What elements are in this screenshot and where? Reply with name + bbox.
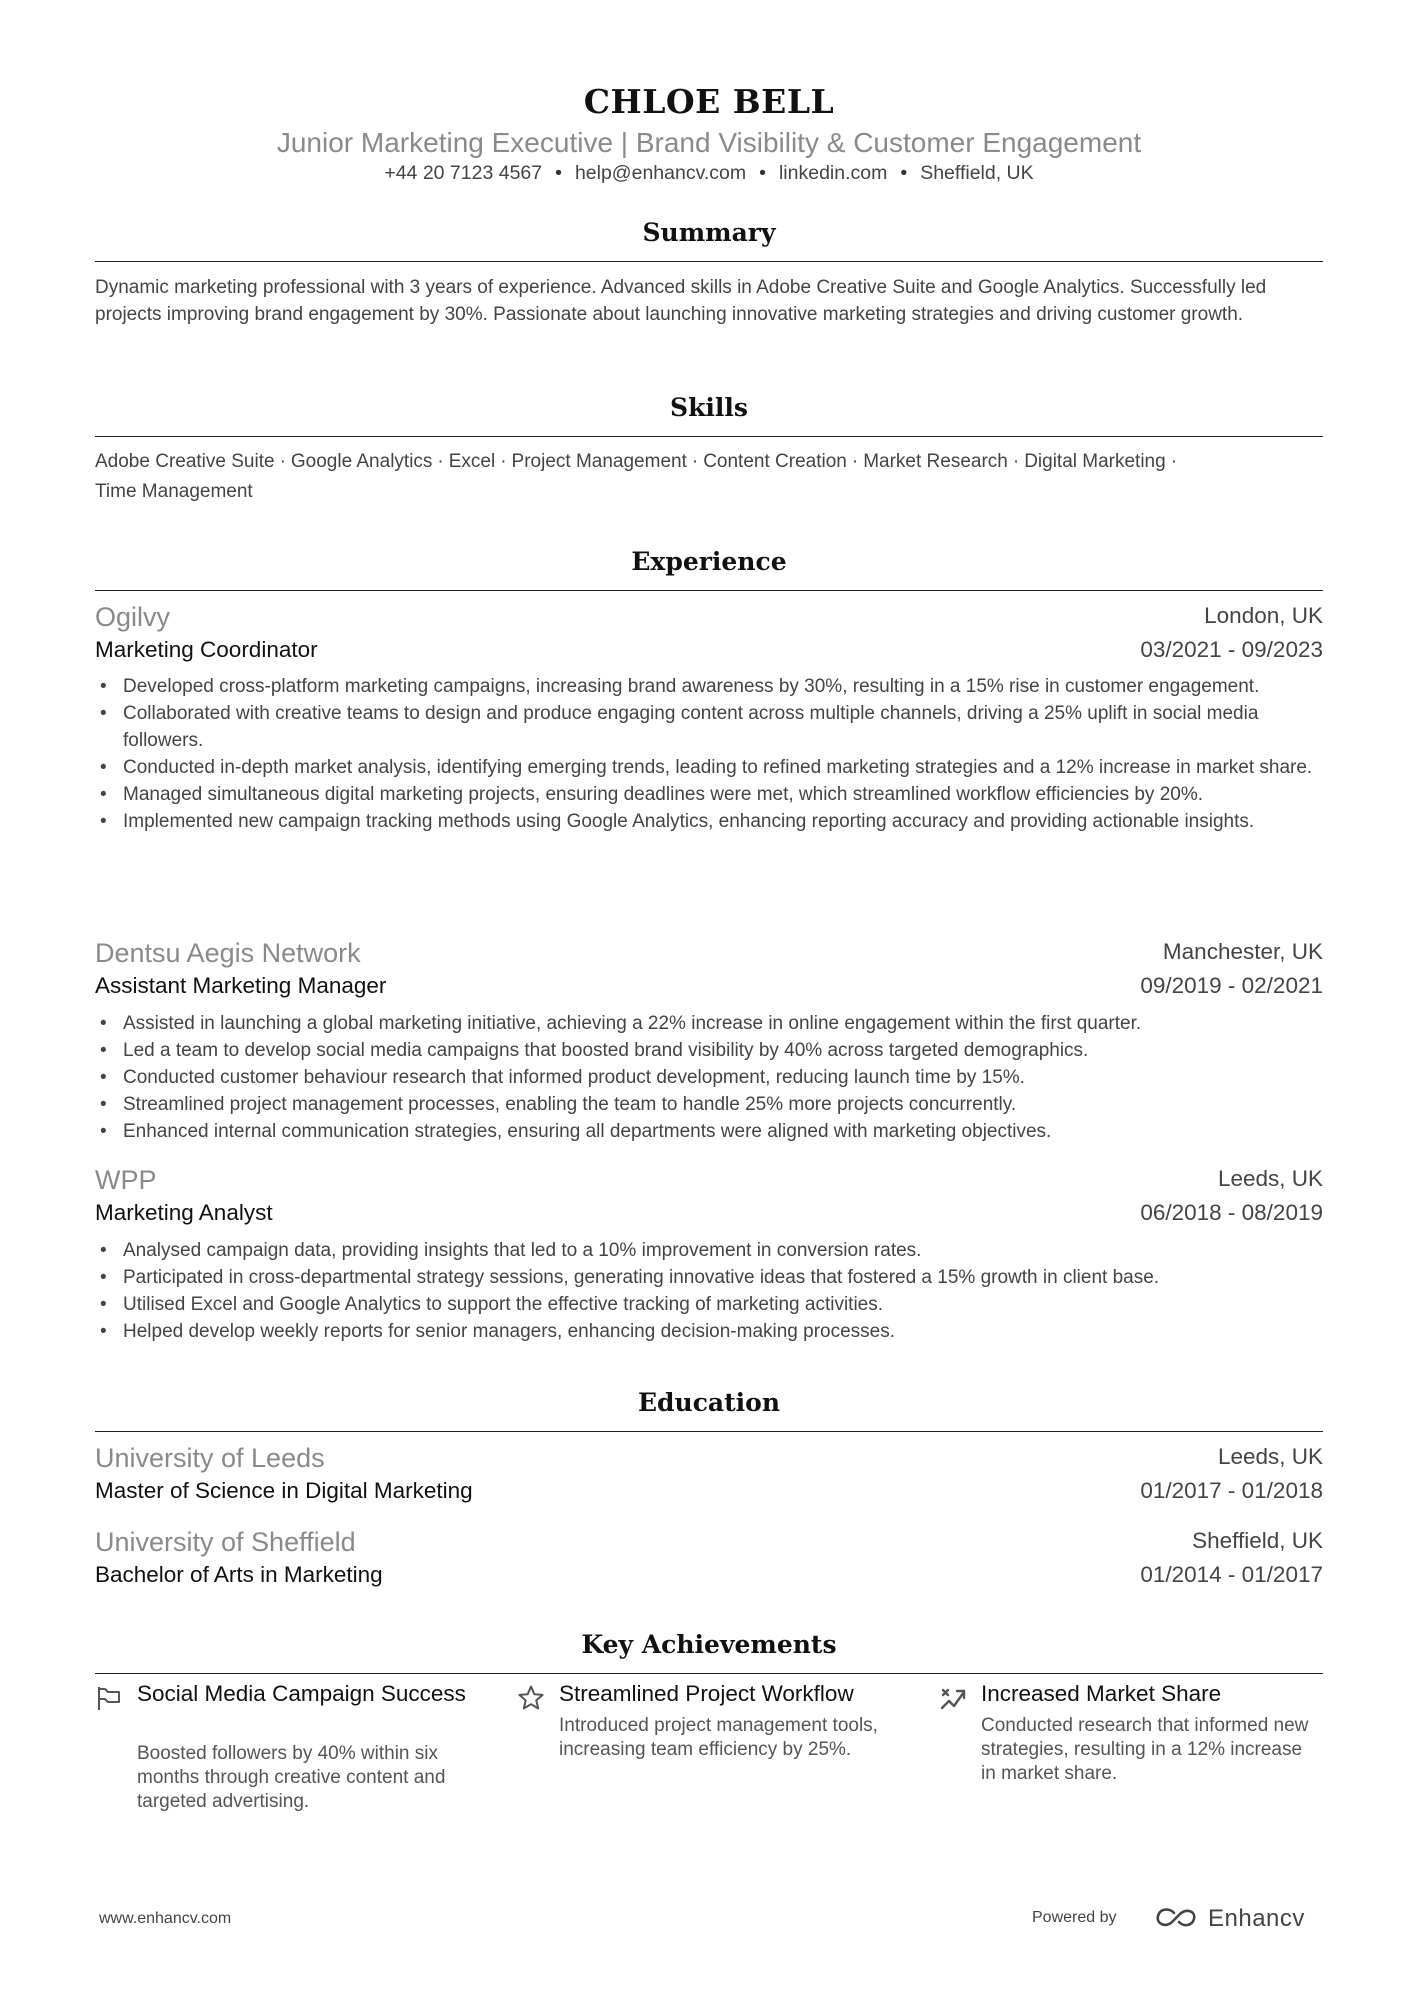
job-bullet: • Conducted customer behaviour research that informed product development, reducing launch time by 15%. xyxy=(95,1064,1323,1091)
summary-title: Summary xyxy=(642,218,776,247)
job-bullets xyxy=(95,1010,1323,1145)
job-bullet: • Assisted in launching a global marketing initiative, achieving a 22% increase in online engagement within the first quarter. xyxy=(95,1010,1323,1037)
school-location: Sheffield, UK xyxy=(1192,1528,1323,1553)
powered-by-label: Powered by xyxy=(1032,1909,1117,1926)
job-dates: 06/2018 - 08/2019 xyxy=(1140,1200,1323,1225)
education-title: Education xyxy=(637,1388,781,1417)
job-role: Marketing Analyst xyxy=(95,1200,273,1225)
section-divider xyxy=(95,261,1323,262)
achievement-desc: Introduced project management tools, increasing team efficiency by 25%. xyxy=(559,1715,878,1760)
education-header xyxy=(95,1527,1323,1559)
job-bullet: • Conducted in-depth market analysis, identifying emerging trends, leading to refined marketing strategies and a 12% increase in market share. xyxy=(95,754,1323,781)
trend-icon xyxy=(939,1684,967,1712)
job-role: Assistant Marketing Manager xyxy=(95,973,387,998)
job-bullet: • Developed cross-platform marketing campaigns, increasing brand awareness by 30%, resulting in a 15% rise in customer engagement. xyxy=(95,673,1323,700)
skill-separator: · xyxy=(500,451,507,472)
job-location: Leeds, UK xyxy=(1217,1166,1323,1191)
skills-list xyxy=(95,447,1323,507)
experience-title: Experience xyxy=(631,547,787,576)
skill-separator: · xyxy=(851,451,859,472)
degree-name: Bachelor of Arts in Marketing xyxy=(95,1562,383,1587)
skill-separator: · xyxy=(1012,451,1020,472)
skill-item: Market Research xyxy=(863,451,1008,472)
section-divider xyxy=(95,590,1323,591)
school-location: Leeds, UK xyxy=(1217,1444,1323,1469)
job-subheader xyxy=(95,1200,1323,1232)
job-subheader xyxy=(95,637,1323,669)
education-dates: 01/2017 - 01/2018 xyxy=(1140,1478,1323,1503)
bullet-separator: • xyxy=(759,162,766,184)
skill-item: Excel xyxy=(448,451,496,472)
company-name: WPP xyxy=(95,1165,157,1195)
skill-item: Time Management xyxy=(95,481,253,502)
job-bullet: • Collaborated with creative teams to design and produce engaging content across multiple channels, driving a 25% uplift in social media followers. xyxy=(95,700,1323,754)
section-divider xyxy=(95,1431,1323,1432)
skill-separator: · xyxy=(437,451,444,472)
job-bullet: • Streamlined project management processes, enabling the team to handle 25% more projects concurrently. xyxy=(95,1091,1323,1118)
star-icon xyxy=(517,1684,545,1712)
achievements-title: Key Achievements xyxy=(581,1630,837,1659)
skill-separator: · xyxy=(1170,451,1178,472)
contact-location: Sheffield, UK xyxy=(920,162,1034,184)
company-name: Ogilvy xyxy=(95,602,171,632)
flag-icon xyxy=(95,1684,123,1712)
education-subheader xyxy=(95,1478,1323,1510)
job-bullet: • Implemented new campaign tracking methods using Google Analytics, enhancing reporting accuracy and providing actionable insights. xyxy=(95,808,1323,835)
contact-linkedin[interactable]: linkedin.com xyxy=(778,162,888,184)
company-name: Dentsu Aegis Network xyxy=(95,938,361,968)
bullet-separator: • xyxy=(555,162,562,184)
skill-item: Content Creation xyxy=(703,451,847,472)
job-bullet: • Enhanced internal communication strategies, ensuring all departments were aligned with marketing objectives. xyxy=(95,1118,1323,1145)
enhancv-logo-icon xyxy=(1152,1904,1200,1932)
candidate-tagline: Junior Marketing Executive | Brand Visibility & Customer Engagement xyxy=(276,127,1142,158)
education-subheader xyxy=(95,1562,1323,1594)
school-name: University of Leeds xyxy=(95,1443,325,1473)
skill-separator: · xyxy=(691,451,699,472)
job-bullet: • Helped develop weekly reports for senior managers, enhancing decision-making processes. xyxy=(95,1318,1323,1345)
education-header xyxy=(95,1443,1323,1475)
brand-name: Enhancv xyxy=(1208,1905,1305,1932)
bullet-separator: • xyxy=(900,162,908,184)
job-header xyxy=(95,938,1323,970)
achievement-desc: Boosted followers by 40% within six months through creative content and targeted advertising. xyxy=(137,1743,446,1812)
skill-item: Digital Marketing xyxy=(1024,451,1166,472)
skill-separator: · xyxy=(279,451,286,472)
skills-title: Skills xyxy=(670,393,748,422)
job-bullet: • Participated in cross-departmental strategy sessions, generating innovative ideas that fostered a 15% growth in client base. xyxy=(95,1264,1323,1291)
job-location: London, UK xyxy=(1204,603,1323,628)
achievement-title: Social Media Campaign Success xyxy=(137,1681,466,1706)
job-bullets xyxy=(95,1237,1323,1345)
contact-email[interactable]: help@enhancv.com xyxy=(574,162,747,184)
skill-item: Adobe Creative Suite xyxy=(95,451,275,472)
footer-website[interactable]: www.enhancv.com xyxy=(99,1910,232,1927)
contact-phone[interactable]: +44 20 7123 4567 xyxy=(384,162,543,184)
contact-line xyxy=(95,162,1323,185)
skill-item: Project Management xyxy=(511,451,687,472)
job-header xyxy=(95,602,1323,634)
achievement-desc: Conducted research that informed new strategies, resulting in a 12% increase in market share. xyxy=(981,1715,1309,1784)
section-divider xyxy=(95,436,1323,437)
job-header xyxy=(95,1165,1323,1197)
job-dates: 03/2021 - 09/2023 xyxy=(1140,637,1323,662)
job-location: Manchester, UK xyxy=(1162,939,1323,964)
achievement-title: Increased Market Share xyxy=(981,1681,1222,1706)
skill-item: Google Analytics xyxy=(290,451,433,472)
job-role: Marketing Coordinator xyxy=(95,637,318,662)
job-bullet: • Utilised Excel and Google Analytics to support the effective tracking of marketing activities. xyxy=(95,1291,1323,1318)
summary-text: Dynamic marketing professional with 3 years of experience. Advanced skills in Adobe Creative Suite and Google Analytics. Successfully led projects improving brand engagement by 30%. Passionate about launching innovative marketing strategies and driving customer growth. xyxy=(95,277,1267,325)
job-bullet: • Analysed campaign data, providing insights that led to a 10% improvement in conversion rates. xyxy=(95,1237,1323,1264)
job-bullet: • Managed simultaneous digital marketing projects, ensuring deadlines were met, which streamlined workflow efficiencies by 20%. xyxy=(95,781,1323,808)
job-bullets xyxy=(95,673,1323,835)
achievement-title: Streamlined Project Workflow xyxy=(559,1681,854,1706)
section-divider xyxy=(95,1673,1323,1674)
school-name: University of Sheffield xyxy=(95,1527,356,1557)
education-dates: 01/2014 - 01/2017 xyxy=(1140,1562,1323,1587)
degree-name: Master of Science in Digital Marketing xyxy=(95,1478,473,1503)
job-subheader xyxy=(95,973,1323,1005)
job-bullet: • Led a team to develop social media campaigns that boosted brand visibility by 40% across targeted demographics. xyxy=(95,1037,1323,1064)
candidate-name: CHLOE BELL xyxy=(583,82,835,121)
job-dates: 09/2019 - 02/2021 xyxy=(1140,973,1323,998)
